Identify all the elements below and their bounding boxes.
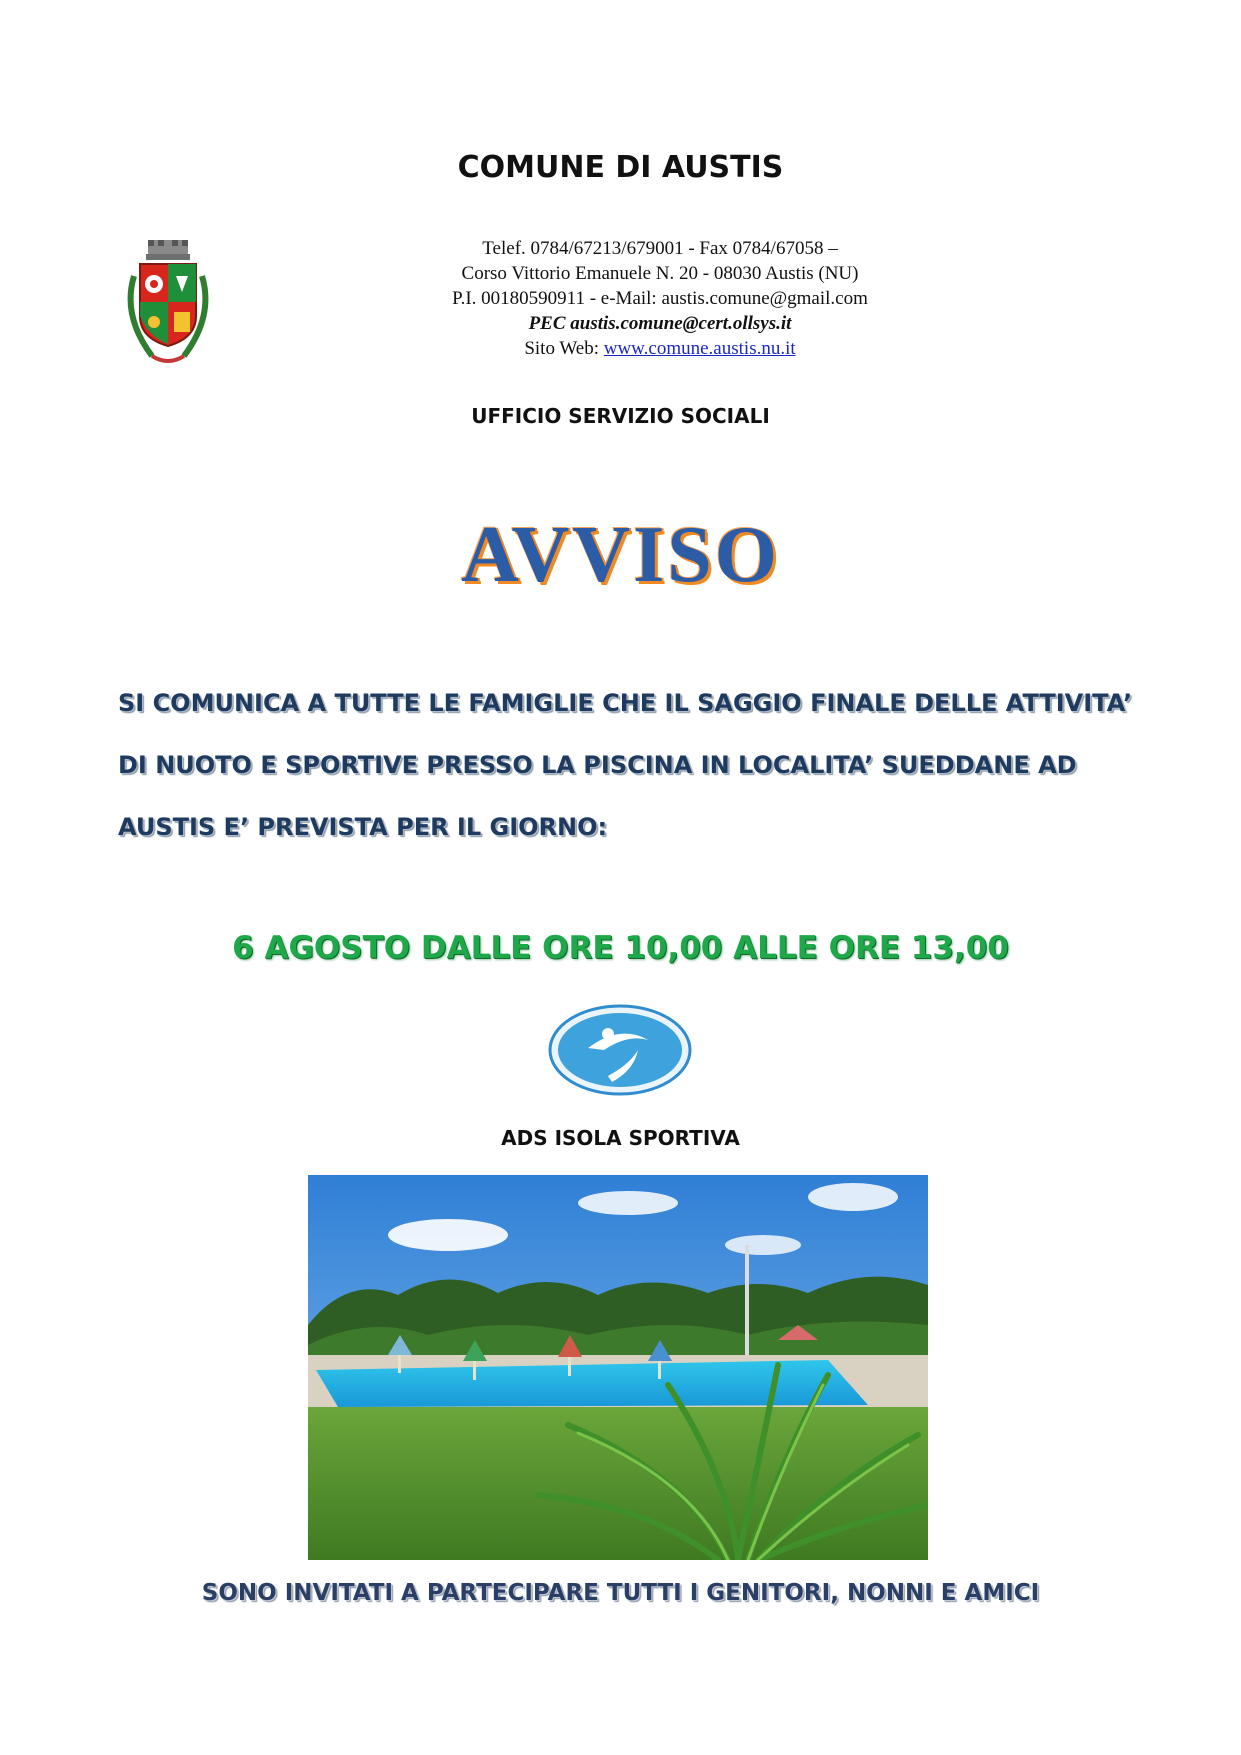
- phone-fax-line: Telef. 0784/67213/679001 - Fax 0784/67058 –: [482, 238, 838, 259]
- vat-email-line: P.I. 00180590911 - e-Mail: austis.comune@gmail.com: [452, 288, 868, 309]
- office-name: UFFICIO SERVIZIO SOCIALI: [471, 404, 770, 428]
- notice-line-1: SI COMUNICA A TUTTE LE FAMIGLIE CHE IL SAGGIO FINALE DELLE ATTIVITA’: [118, 689, 1133, 717]
- pec-line: PEC austis.comune@cert.ollsys.it: [528, 313, 792, 334]
- swimmer-logo: [548, 1004, 692, 1096]
- notice-heading: AVVISO: [461, 511, 780, 599]
- notice-line-3: AUSTIS E’ PREVISTA PER IL GIORNO:: [118, 813, 608, 841]
- invitation-footer: SONO INVITATI A PARTECIPARE TUTTI I GENITORI, NONNI E AMICI: [201, 1580, 1040, 1606]
- event-date-time: 6 AGOSTO DALLE ORE 10,00 ALLE ORE 13,00: [232, 930, 1009, 966]
- notice-body: [118, 672, 1138, 858]
- website-line: [390, 336, 930, 361]
- address-line: Corso Vittorio Emanuele N. 20 - 08030 Austis (NU): [461, 263, 859, 284]
- municipality-title: COMUNE DI AUSTIS: [457, 150, 784, 185]
- pool-photo: [308, 1175, 928, 1560]
- website-link[interactable]: www.comune.austis.nu.it: [603, 338, 796, 359]
- notice-line-2: DI NUOTO E SPORTIVE PRESSO LA PISCINA IN LOCALITA’ SUEDDANE AD: [118, 751, 1077, 779]
- contact-block: [390, 236, 930, 361]
- organizer-name: ADS ISOLA SPORTIVA: [501, 1126, 740, 1150]
- website-label: Sito Web:: [524, 338, 599, 359]
- coat-of-arms-logo: [118, 236, 218, 370]
